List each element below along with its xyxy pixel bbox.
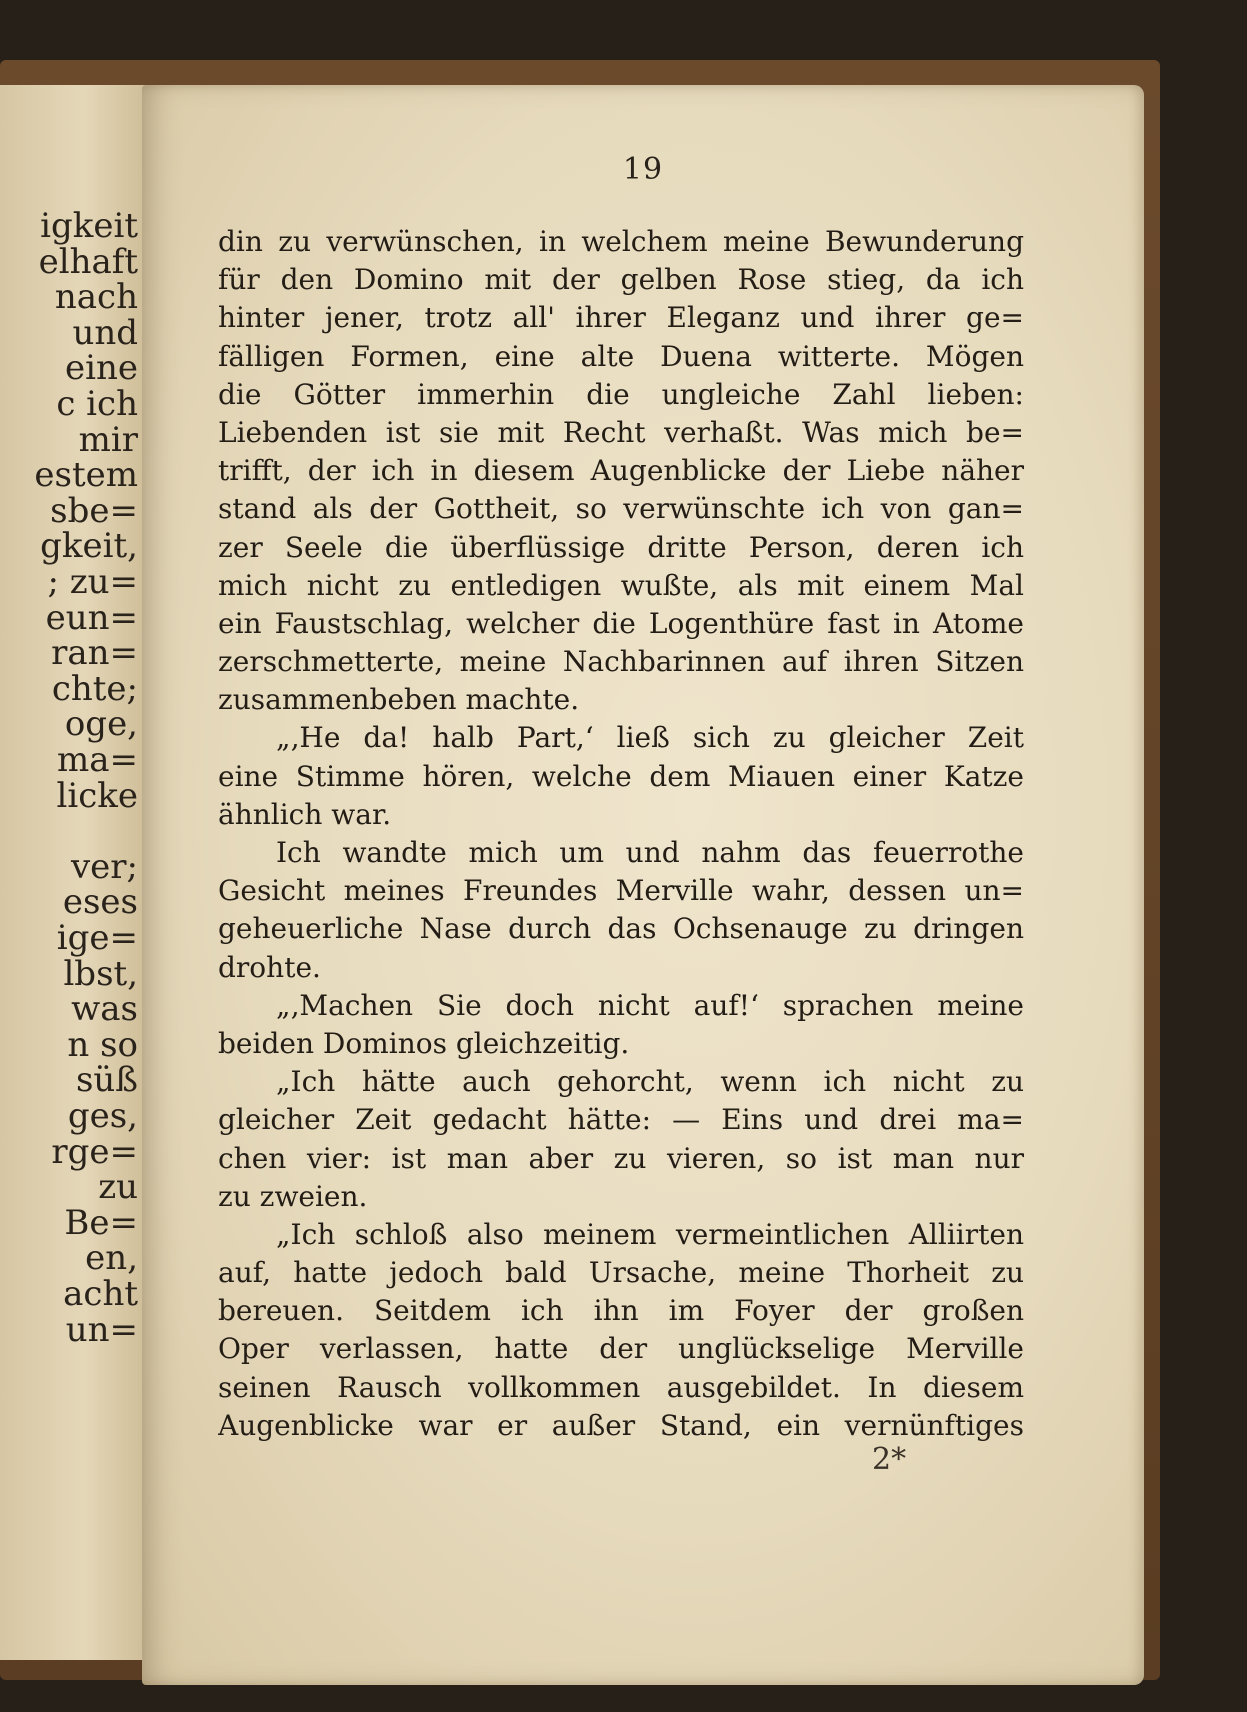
text-line: trifft, der ich in diesem Augenblicke der Liebe näher <box>218 454 1024 488</box>
left-page-fragment: eine <box>64 348 138 389</box>
text-line: seinen Rausch vollkommen ausgebildet. In diesem <box>218 1370 1024 1404</box>
left-page-fragment: ver; <box>70 846 138 887</box>
text-line: zusammenbeben machte. <box>218 683 580 717</box>
left-page-fragment: chte; <box>51 668 138 709</box>
text-line: gleicher Zeit gedacht hätte: — Eins und drei ma= <box>218 1103 1024 1137</box>
left-page-fragment: acht <box>63 1274 138 1314</box>
left-page-fragment: Be= <box>64 1202 138 1243</box>
left-page-fragment: eun= <box>45 597 138 638</box>
text-line: drohte. <box>218 950 321 984</box>
text-line: auf, hatte jedoch bald Ursache, meine Thorheit zu <box>218 1256 1024 1290</box>
text-line: fälligen Formen, eine alte Duena witterte. Mögen <box>218 339 1024 373</box>
left-page-fragment: ma= <box>57 740 138 780</box>
left-page-fragment: zu <box>98 1167 138 1208</box>
left-page-fragment: nach <box>54 277 138 318</box>
left-page-fragment: oge, <box>64 704 138 745</box>
text-line: chen vier: ist man aber zu vieren, so ist man nur <box>218 1141 1024 1175</box>
text-line: ein Faustschlag, welcher die Logenthüre fast in Atome <box>218 606 1024 640</box>
text-line: geheuerliche Nase durch das Ochsenauge zu dringen <box>218 912 1024 946</box>
left-page-fragment: gkeit, <box>40 526 138 567</box>
left-page-fragment: igkeit <box>40 206 138 246</box>
left-page-fragment: c ich <box>56 384 138 424</box>
text-line: stand als der Gottheit, so verwünschte ich von gan= <box>218 492 1024 526</box>
text-line: din zu verwünschen, in welchem meine Bewunderung <box>218 225 1024 258</box>
left-page-fragment: eses <box>62 882 138 923</box>
left-page-fragment: ges, <box>67 1096 138 1136</box>
left-page-fragment: süß <box>75 1060 138 1101</box>
left-page-fragment: lbst, <box>63 953 138 994</box>
text-line: Liebenden ist sie mit Recht verhaßt. Was mich be= <box>218 415 1024 449</box>
page-body-text <box>218 223 1024 1445</box>
left-page-fragment: was <box>71 989 138 1030</box>
left-page-fragment: elhaft <box>38 241 138 282</box>
page-number: 19 <box>622 152 664 187</box>
text-line: zer Seele die überflüssige dritte Person, deren ich <box>218 530 1024 564</box>
left-page-fragment: ran= <box>51 633 138 674</box>
text-line: die Götter immerhin die ungleiche Zahl lieben: <box>218 377 1024 411</box>
text-line: Ich wandte mich um und nahm das feuerrothe <box>276 836 1024 869</box>
left-page-fragment: un= <box>65 1309 138 1350</box>
left-page-fragment: mir <box>78 419 138 460</box>
left-page-fragment: ige= <box>56 918 138 958</box>
left-page-fragment: estem <box>34 455 138 496</box>
signature-mark: 2* <box>872 1442 907 1477</box>
text-line: „Ich schloß also meinem vermeintlichen Alliirten <box>276 1217 1024 1251</box>
text-line: Oper verlassen, hatte der unglückselige Merville <box>218 1332 1024 1366</box>
left-page-fragment: rge= <box>51 1131 138 1172</box>
text-line: ähnlich war. <box>218 797 392 831</box>
text-line: zu zweien. <box>218 1179 368 1213</box>
left-page <box>0 85 158 1660</box>
text-line: „Ich hätte auch gehorcht, wenn ich nicht zu <box>276 1065 1024 1099</box>
text-line: hinter jener, trotz all' ihrer Eleganz und ihrer ge= <box>218 301 1024 335</box>
text-line: Augenblicke war er außer Stand, ein vernünftiges <box>218 1408 1024 1442</box>
left-page-fragment: n so <box>67 1024 138 1065</box>
text-line: zerschmetterte, meine Nachbarinnen auf ihren Sitzen <box>218 645 1024 679</box>
text-line: Gesicht meines Freundes Merville wahr, dessen un= <box>218 874 1024 908</box>
text-line: „‚He da! halb Part,‘ ließ sich zu gleicher Zeit <box>276 721 1024 755</box>
right-page <box>142 85 1144 1685</box>
text-line: eine Stimme hören, welche dem Miauen einer Katze <box>218 759 1024 793</box>
left-page-fragment: und <box>72 312 138 353</box>
text-line: für den Domino mit der gelben Rose stieg, da ich <box>218 263 1024 297</box>
text-line: bereuen. Seitdem ich ihn im Foyer der großen <box>218 1294 1024 1328</box>
left-page-fragment: sbe= <box>50 490 138 531</box>
text-line: „‚Machen Sie doch nicht auf!‘ sprachen meine <box>276 988 1024 1022</box>
text-line: mich nicht zu entledigen wußte, als mit einem Mal <box>218 568 1024 602</box>
left-page-fragment: ; zu= <box>47 562 138 602</box>
left-page-fragment: licke <box>56 775 138 816</box>
left-page-fragment: en, <box>85 1238 138 1279</box>
text-line: beiden Dominos gleichzeitig. <box>218 1026 630 1060</box>
